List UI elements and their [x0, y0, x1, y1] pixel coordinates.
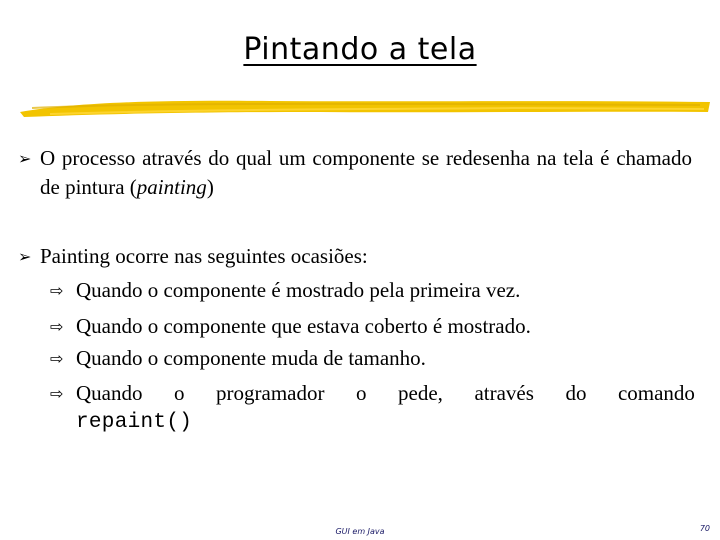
hollow-arrow-bullet-icon: ⇨ [50, 349, 64, 368]
page-number: 70 [699, 524, 710, 533]
word: através [474, 381, 534, 405]
sub-item [50, 379, 695, 439]
word: o [356, 381, 367, 405]
footer-label: GUI em Java [335, 527, 385, 536]
bullet-text: Painting ocorre nas seguintes ocasiões: [40, 244, 368, 268]
yellow-brush-underline [20, 90, 710, 124]
word: programador [216, 381, 325, 405]
word: pede, [398, 381, 443, 405]
bullet-painting-occasions [18, 242, 693, 272]
word: Quando [76, 381, 143, 405]
hollow-arrow-bullet-icon: ⇨ [50, 384, 64, 403]
sub-item-justified-line [76, 379, 695, 408]
bullet-text [40, 144, 692, 202]
sub-item-text: Quando o componente muda de tamanho. [76, 346, 426, 370]
bullet-italic-term: painting [136, 175, 207, 199]
arrowhead-bullet-icon: ➢ [18, 247, 32, 266]
sub-item-text: Quando o componente que estava coberto é mostrado. [76, 314, 531, 338]
word: comando [617, 381, 695, 405]
hollow-arrow-bullet-icon: ⇨ [50, 317, 64, 336]
hollow-arrow-bullet-icon: ⇨ [50, 281, 64, 300]
bullet-text-part: ) [206, 175, 214, 199]
sub-item-text [76, 379, 695, 437]
bullet-painting-definition [18, 144, 693, 204]
slide-title: Pintando a tela [243, 32, 477, 67]
word: o [174, 381, 185, 405]
arrowhead-bullet-icon: ➢ [18, 149, 32, 168]
sub-item-text: Quando o componente é mostrado pela primeira vez. [76, 278, 521, 302]
word: do [565, 381, 587, 405]
code-repaint: repaint() [76, 411, 193, 434]
bullet-text-part: O processo através do qual um componente se redesenha na tela é chamado de pintura ( [40, 146, 692, 199]
